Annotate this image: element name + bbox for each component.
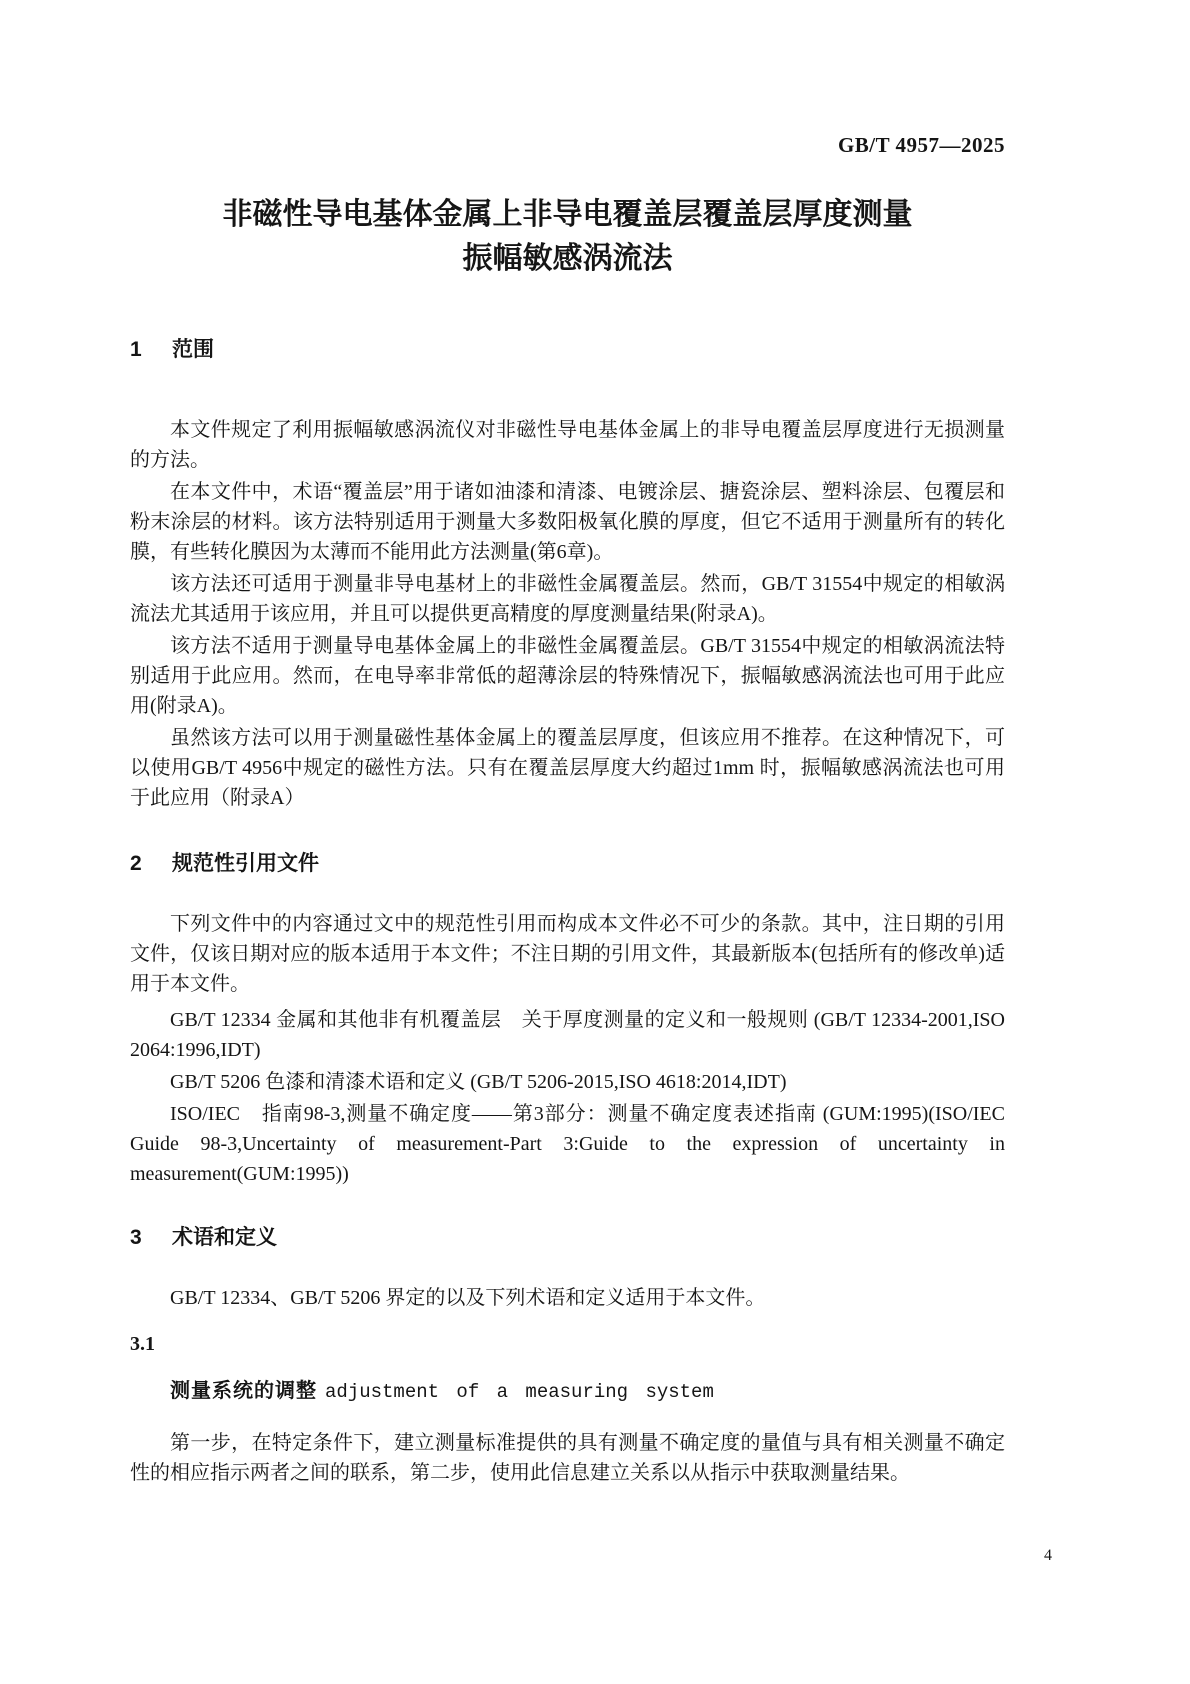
paragraph: GB/T 12334、GB/T 5206 界定的以及下列术语和定义适用于本文件。: [170, 1287, 766, 1309]
document-title-line1: 非磁性导电基体金属上非导电覆盖层覆盖层厚度测量: [222, 198, 913, 231]
section-heading-label: 术语和定义: [172, 1226, 277, 1249]
section-number: 3: [130, 1226, 142, 1249]
paragraph: 该方法不适用于测量导电基体金属上的非磁性金属覆盖层。GB/T 31554中规定的相敏涡流法特别适用于此应用。然而，在电导率非常低的超薄涂层的特殊情况下，振幅敏感涡流法也可用于此应用(附录A)。: [130, 635, 1005, 717]
section-heading-label: 范围: [172, 338, 214, 361]
reference-item: GB/T 12334 金属和其他非有机覆盖层 关于厚度测量的定义和一般规则 (GB/T 12334-2001,ISO 2064:1996,IDT): [130, 1009, 1005, 1061]
standard-number: GB/T 4957—2025: [837, 133, 1005, 157]
term-chinese: 测量系统的调整: [170, 1380, 317, 1402]
reference-item: GB/T 5206 色漆和清漆术语和定义 (GB/T 5206-2015,ISO 4618:2014,IDT): [170, 1071, 787, 1093]
section-heading-label: 规范性引用文件: [172, 852, 319, 875]
definition-paragraph: 第一步，在特定条件下，建立测量标准提供的具有测量不确定度的量值与具有相关测量不确定性的相应指示两者之间的联系，第二步，使用此信息建立关系以从指示中获取测量结果。: [130, 1432, 1005, 1484]
term-english: adjustment of a measuring system: [325, 1381, 714, 1403]
section-heading-scope: [130, 337, 1005, 363]
page-number: 4: [1044, 1547, 1052, 1564]
paragraph: 在本文件中，术语“覆盖层”用于诸如油漆和清漆、电镀涂层、搪瓷涂层、塑料涂层、包覆层和粉末涂层的材料。该方法特别适用于测量大多数阳极氧化膜的厚度，但它不适用于测量所有的转化膜，有些转化膜因为太薄而不能用此方法测量(第6章)。: [130, 481, 1005, 563]
section-number: 2: [130, 852, 142, 875]
paragraph: 下列文件中的内容通过文中的规范性引用而构成本文件必不可少的条款。其中，注日期的引用文件，仅该日期对应的版本适用于本文件；不注日期的引用文件，其最新版本(包括所有的修改单)适用于本文件。: [130, 913, 1005, 995]
section-heading-terms: [130, 1225, 1005, 1251]
document-title-line2: 振幅敏感涡流法: [462, 242, 673, 275]
paragraph: 该方法还可适用于测量非导电基材上的非磁性金属覆盖层。然而，GB/T 31554中规定的相敏涡流法尤其适用于该应用，并且可以提供更高精度的厚度测量结果(附录A)。: [130, 573, 1005, 625]
section-heading-references: [130, 851, 1005, 877]
term-entry: [130, 1377, 1005, 1406]
reference-item: ISO/IEC 指南98-3,测量不确定度——第3部分：测量不确定度表述指南 (GUM:1995)(ISO/IEC Guide 98-3,Uncertainty of measurement-Part 3:Guide to the expression of uncertainty in measurement(GUM:1995)): [130, 1103, 1005, 1185]
term-number: 3.1: [130, 1333, 155, 1355]
section-number: 1: [130, 338, 142, 361]
paragraph: 本文件规定了利用振幅敏感涡流仪对非磁性导电基体金属上的非导电覆盖层厚度进行无损测量的方法。: [130, 419, 1005, 471]
document-title: [130, 193, 1005, 281]
paragraph: 虽然该方法可以用于测量磁性基体金属上的覆盖层厚度，但该应用不推荐。在这种情况下，可以使用GB/T 4956中规定的磁性方法。只有在覆盖层厚度大约超过1mm 时，振幅敏感涡流法也可用于此应用（附录A）: [130, 727, 1005, 809]
